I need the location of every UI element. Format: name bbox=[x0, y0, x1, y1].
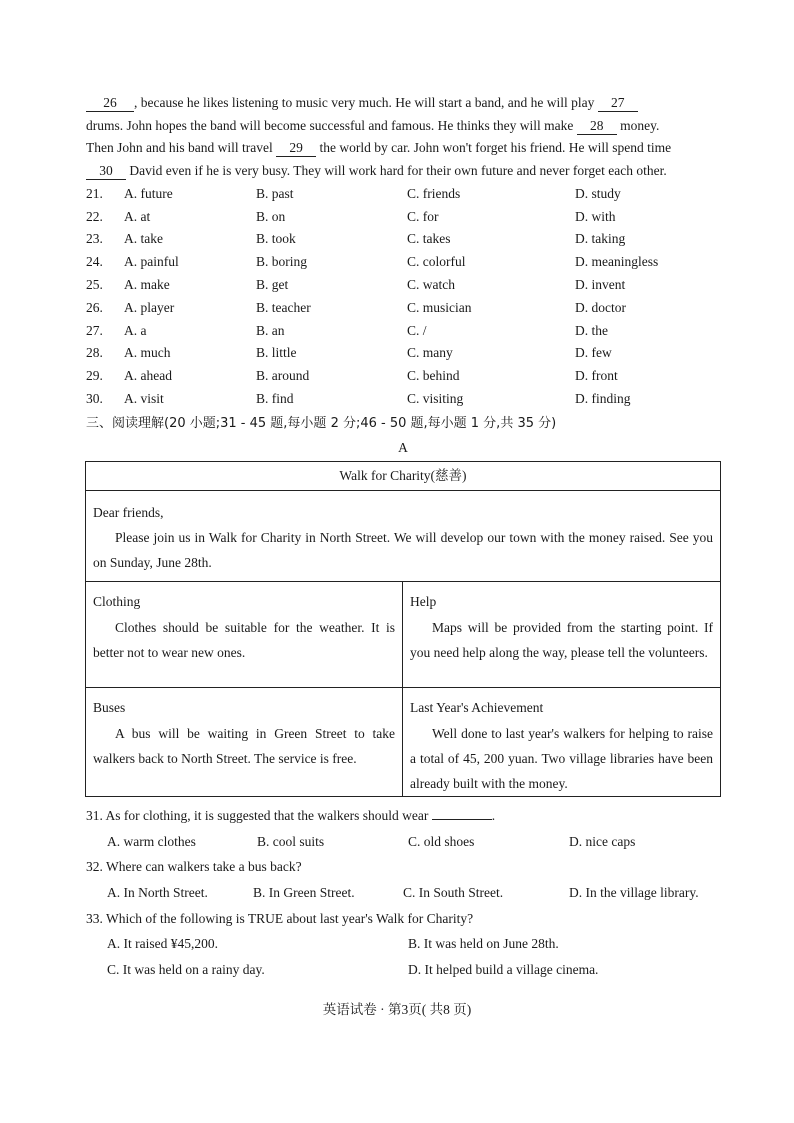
notice-intro-cell bbox=[86, 490, 721, 582]
option-row bbox=[86, 206, 720, 229]
option-d: D. It helped build a village cinema. bbox=[408, 961, 599, 977]
question-31-stem bbox=[86, 803, 720, 829]
option-d: D. taking bbox=[575, 231, 626, 247]
option-c: C. friends bbox=[407, 185, 461, 201]
option-b: B. took bbox=[256, 231, 296, 247]
notice-greeting: Dear friends, bbox=[93, 504, 164, 520]
option-d: D. the bbox=[575, 322, 608, 338]
option-b: B. In Green Street. bbox=[253, 884, 355, 900]
option-row bbox=[86, 183, 720, 206]
option-a: A. make bbox=[124, 277, 170, 292]
passage-text: , because he likes listening to music very much. He will start a band, and he will play bbox=[134, 95, 595, 110]
achievement-heading: Last Year's Achievement bbox=[410, 700, 544, 716]
question-number: 24. bbox=[86, 254, 103, 270]
option-a: A. a bbox=[124, 322, 147, 338]
option-b: B. little bbox=[256, 345, 297, 361]
question-33-stem: 33. Which of the following is TRUE about last year's Walk for Charity? bbox=[86, 910, 474, 926]
blank-28: 28 bbox=[577, 118, 617, 135]
option-b: B. an bbox=[256, 322, 285, 338]
notice-intro-row bbox=[86, 490, 721, 582]
passage-text: money. bbox=[620, 117, 660, 133]
option-a: A. much bbox=[124, 345, 171, 361]
question-number: 28. bbox=[86, 345, 103, 361]
blank-27: 27 bbox=[598, 95, 638, 112]
option-row bbox=[86, 365, 720, 388]
option-b: B. on bbox=[256, 208, 286, 224]
option-c: C. watch bbox=[407, 277, 455, 292]
clothing-heading: Clothing bbox=[93, 594, 141, 610]
option-c: C. visiting bbox=[407, 390, 464, 406]
question-number: 26. bbox=[86, 299, 103, 315]
option-row bbox=[86, 228, 720, 251]
passage-line-4 bbox=[86, 160, 720, 183]
buses-heading: Buses bbox=[93, 700, 126, 716]
achievement-cell bbox=[403, 688, 721, 797]
question-31-options bbox=[86, 829, 720, 855]
clothing-cell bbox=[86, 582, 403, 688]
option-b: B. boring bbox=[256, 254, 308, 270]
option-a: A. It raised ¥45,200. bbox=[107, 936, 218, 952]
option-c: C. behind bbox=[407, 368, 460, 384]
option-c: C. In South Street. bbox=[403, 884, 504, 900]
question-33-options-row2 bbox=[86, 957, 720, 983]
option-a: A. warm clothes bbox=[107, 833, 196, 849]
passage-text: drums. John hopes the band will become successful and famous. He thinks they will make bbox=[86, 117, 574, 133]
option-a: A. future bbox=[124, 185, 173, 201]
option-c: C. musician bbox=[407, 299, 472, 315]
question-32-options bbox=[86, 880, 720, 906]
page-footer: 英语试卷 · 第3页( 共8 页) bbox=[322, 1002, 472, 1017]
option-a: A. visit bbox=[124, 390, 164, 406]
exam-page bbox=[86, 92, 720, 982]
question-stem: 31. As for clothing, it is suggested that the walkers should wear bbox=[86, 808, 429, 824]
cloze-options bbox=[86, 183, 720, 411]
option-row bbox=[86, 274, 720, 297]
blank-30: 30 bbox=[86, 163, 126, 180]
option-b: B. It was held on June 28th. bbox=[408, 936, 559, 952]
question-32-stem: 32. Where can walkers take a bus back? bbox=[86, 859, 302, 875]
achievement-text: Well done to last year's walkers for helping to raise a total of 45, 200 yuan. Two village libraries have been already built with the money. bbox=[410, 725, 713, 791]
help-cell bbox=[403, 582, 721, 688]
option-d: D. few bbox=[575, 345, 612, 361]
option-d: D. In the village library. bbox=[569, 884, 699, 900]
buses-text: A bus will be waiting in Green Street to take walkers back to North Street. The service is free. bbox=[93, 725, 395, 766]
option-d: D. front bbox=[575, 368, 618, 384]
option-b: B. cool suits bbox=[257, 833, 325, 849]
question-number: 30. bbox=[86, 390, 103, 406]
question-number: 22. bbox=[86, 208, 103, 224]
passage-text: David even if he is very busy. They will work hard for their own future and never forget each other. bbox=[129, 163, 667, 179]
option-c: C. / bbox=[407, 322, 427, 338]
option-c: C. colorful bbox=[407, 254, 466, 270]
option-b: B. get bbox=[256, 277, 289, 292]
notice-row-buses-achievement bbox=[86, 688, 721, 797]
answer-blank[interactable] bbox=[432, 805, 492, 820]
section-heading: 三、阅读理解(20 小题;31 - 45 题,每小题 2 分;46 - 50 题,每小题 1 分,共 35 分) bbox=[86, 415, 557, 431]
option-c: C. old shoes bbox=[408, 833, 475, 849]
option-row bbox=[86, 342, 720, 365]
option-b: B. around bbox=[256, 368, 310, 384]
passage-text: the world by car. John won't forget his friend. He will spend time bbox=[319, 140, 672, 156]
option-a: A. at bbox=[124, 208, 151, 224]
option-d: D. study bbox=[575, 185, 621, 201]
notice-intro: Please join us in Walk for Charity in North Street. We will develop our town with the money raised. See you on Sunday, June 28th. bbox=[93, 529, 713, 571]
question-list bbox=[86, 803, 720, 982]
notice-row-clothing-help bbox=[86, 582, 721, 688]
passage-line-1 bbox=[86, 92, 720, 115]
option-c: C. for bbox=[407, 208, 439, 224]
passage-line-3 bbox=[86, 137, 720, 160]
blank-29: 29 bbox=[276, 140, 316, 157]
option-d: D. invent bbox=[575, 277, 626, 292]
question-number: 25. bbox=[86, 277, 103, 292]
blank-26: 26 bbox=[86, 95, 134, 112]
option-row bbox=[86, 251, 720, 274]
option-b: B. teacher bbox=[256, 299, 311, 315]
option-d: D. doctor bbox=[575, 299, 626, 315]
option-d: D. with bbox=[575, 208, 616, 224]
option-a: A. take bbox=[124, 231, 163, 247]
question-number: 23. bbox=[86, 231, 103, 247]
passage-text: Then John and his band will travel bbox=[86, 140, 273, 156]
option-d: D. meaningless bbox=[575, 254, 659, 270]
option-b: B. find bbox=[256, 390, 294, 406]
notice-title-row bbox=[86, 461, 721, 490]
option-a: A. player bbox=[124, 299, 175, 315]
cloze-passage bbox=[86, 92, 720, 183]
option-a: A. In North Street. bbox=[107, 884, 208, 900]
question-number: 27. bbox=[86, 322, 103, 338]
help-text: Maps will be provided from the starting point. If you need help along the way, please tell the volunteers. bbox=[410, 619, 713, 660]
question-33-options-row1 bbox=[86, 931, 720, 957]
option-d: D. finding bbox=[575, 390, 631, 406]
clothing-text: Clothes should be suitable for the weather. It is better not to wear new ones. bbox=[93, 619, 395, 660]
option-row bbox=[86, 320, 720, 343]
question-number: 29. bbox=[86, 368, 103, 384]
option-row bbox=[86, 297, 720, 320]
part-letter: A bbox=[398, 439, 408, 455]
buses-cell bbox=[86, 688, 403, 797]
option-b: B. past bbox=[256, 185, 294, 201]
option-row bbox=[86, 388, 720, 411]
option-c: C. many bbox=[407, 345, 453, 361]
charity-notice-table bbox=[85, 461, 721, 797]
option-c: C. takes bbox=[407, 231, 451, 247]
passage-line-2 bbox=[86, 115, 720, 138]
option-a: A. ahead bbox=[124, 368, 172, 384]
question-number: 21. bbox=[86, 185, 103, 201]
notice-title: Walk for Charity(慈善) bbox=[86, 461, 721, 490]
help-heading: Help bbox=[410, 594, 437, 610]
stem-end: . bbox=[491, 808, 496, 824]
option-c: C. It was held on a rainy day. bbox=[107, 961, 265, 977]
option-a: A. painful bbox=[124, 254, 179, 270]
option-d: D. nice caps bbox=[569, 833, 636, 849]
